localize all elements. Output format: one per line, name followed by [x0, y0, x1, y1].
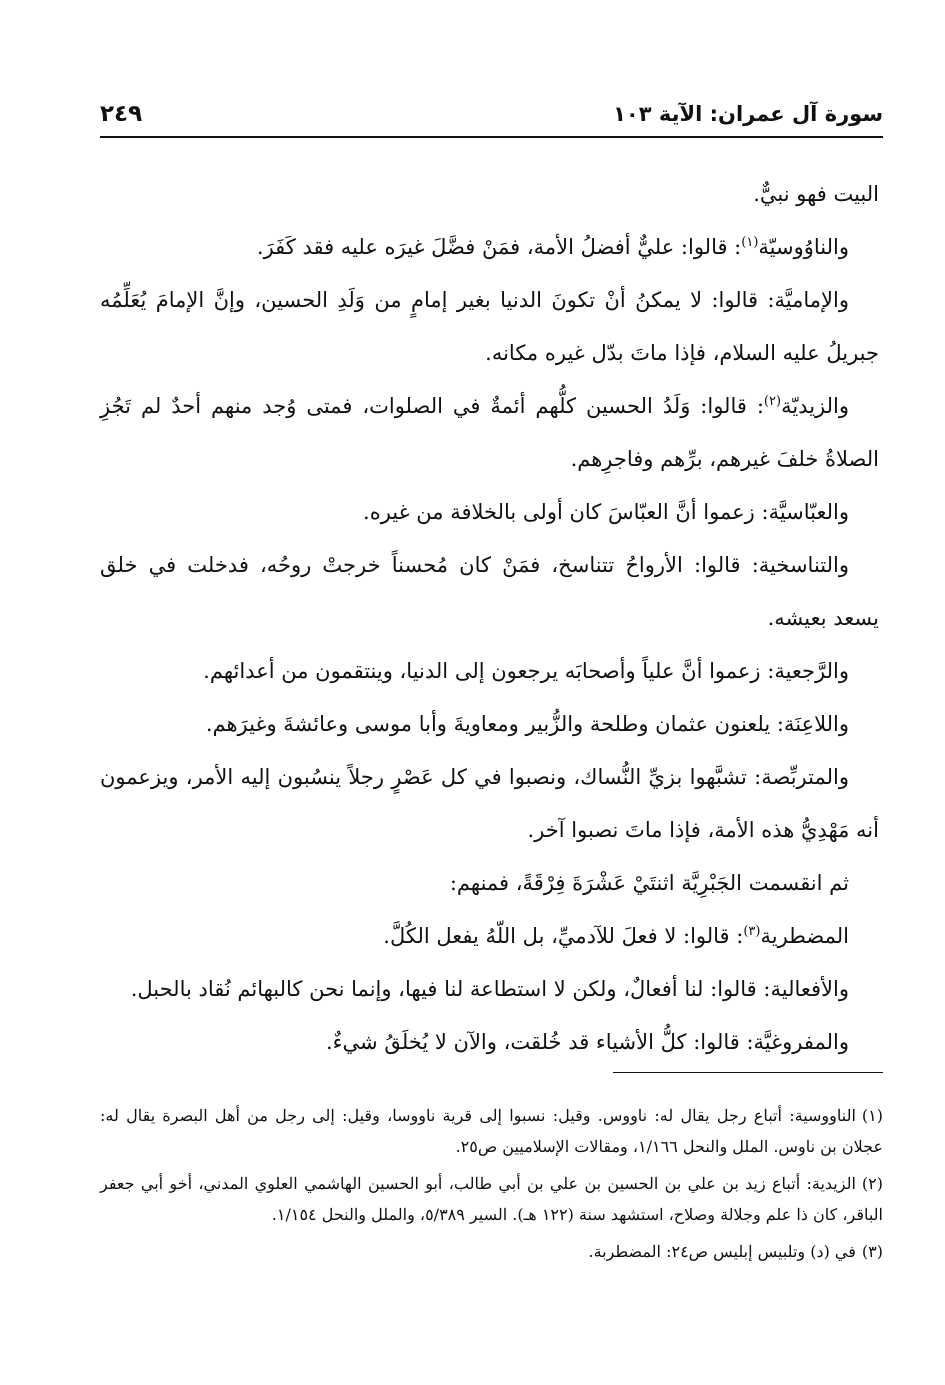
paragraph-text: : زعموا أنَّ العبّاسَ كان أولى بالخلافة من غيره.	[363, 500, 769, 524]
paragraph-text: : قالوا: عليٌّ أفضلُ الأمة، فمَنْ فضَّلَ غيرَه عليه فقد كَفَرَ.	[256, 235, 742, 259]
paragraph	[100, 221, 879, 274]
paragraph-term: والرَّجعية	[774, 659, 849, 683]
paragraph-text: : قالوا: وَلَدُ الحسين كلُّهم أئمةٌ في الصلوات، فمتى وُجد منهم أحدٌ لم تَجُزِ الصلاةُ خلفَ غيرهم، برِّهم وفاجرِهم.	[100, 394, 879, 471]
paragraph-text: : قالوا: الأرواحُ تتناسخ، فمَنْ كان مُحسناً خرجتْ روحُه، فدخلت في خلق يسعد بعيشه.	[100, 553, 879, 630]
paragraph	[100, 910, 879, 963]
main-text	[100, 168, 879, 1069]
footnote	[100, 1168, 883, 1230]
footnote-reference: (١)	[741, 235, 759, 250]
footnotes	[100, 1100, 883, 1273]
paragraph-text: : زعموا أنَّ علياً وأصحابَه يرجعون إلى الدنيا، وينتقمون من أعدائهم.	[203, 659, 775, 683]
footnote-mark: (٢)	[861, 1174, 884, 1193]
paragraph-term: والزيديّة	[781, 394, 849, 418]
paragraph	[100, 380, 879, 486]
paragraph-text: : قالوا: لا يمكنُ أنْ تكونَ الدنيا بغير إمامٍ من وَلَدِ الحسين، وإنَّ الإمامَ يُعَلِّمُه جبريلُ عليه السلام، فإذا ماتَ بدّل غيره مكانه.	[100, 288, 879, 365]
paragraph-term: المضطرية	[760, 924, 849, 948]
paragraph-term: والإماميَّة	[774, 288, 849, 312]
paragraph-text: : يلعنون عثمان وطلحة والزُّبير ومعاويةَ وأبا موسى وعائشةَ وغيرَهم.	[205, 712, 784, 736]
paragraph-text: ثم انقسمت الجَبْرِيَّة اثنتَيْ عَشْرَةَ فِرْقَةً، فمنهم:	[449, 871, 849, 895]
paragraph	[100, 168, 879, 221]
paragraph-term: واللاعِنَة	[783, 712, 849, 736]
footnote-text: في (د) وتلبيس إبليس ص٢٤: المضطربة.	[588, 1242, 856, 1261]
paragraph-term: والمتربِّصة	[761, 765, 849, 789]
paragraph-text: : تشبَّهوا بزيِّ النُّساك، ونصبوا في كل عَصْرٍ رجلاً ينسُبون إليه الأمر، ويزعمون أنه مَهْدِيُّ هذه الأمة، فإذا ماتَ نصبوا آخر.	[100, 765, 879, 842]
paragraph-term: والتناسخية	[758, 553, 849, 577]
footnote-mark: (١)	[861, 1106, 883, 1125]
paragraph-term: والناوُوسيّة	[758, 235, 849, 259]
paragraph	[100, 274, 879, 380]
paragraph-term: والمفروغيَّة	[753, 1030, 849, 1054]
footnote-reference: (٣)	[743, 924, 761, 939]
paragraph	[100, 1016, 879, 1069]
footnote-text: الناووسية: أتباع رجل يقال له: ناووس. وقيل: نسبوا إلى قرية ناووسا، وقيل: إلى رجل من أهل البصرة يقال له: عجلان بن ناوس. الملل والنحل ١/١٦٦، ومقالات الإسلاميين ص٢٥.	[100, 1106, 883, 1156]
header-title: سورة آل عمران: الآية ١٠٣	[613, 102, 883, 126]
paragraph-text: : قالوا: لنا أفعالٌ، ولكن لا استطاعة لنا فيها، وإنما نحن كالبهائم نُقاد بالحبل.	[130, 977, 771, 1001]
paragraph	[100, 857, 879, 910]
footnote	[100, 1236, 883, 1267]
paragraph	[100, 751, 879, 857]
footnote-text: الزيدية: أتباع زيد بن علي بن الحسين بن علي بن أبي طالب، أبو الحسين الهاشمي العلوي المدني، أخو أبي جعفر الباقر، كان ذا علم وجلالة وصلاح، استشهد سنة (١٢٢ هـ). السير ٥/٣٨٩، والملل والنحل ١/١٥٤.	[100, 1174, 883, 1224]
paragraph	[100, 963, 879, 1016]
paragraph-text: البيت فهو نبيٌّ.	[753, 182, 879, 206]
paragraph-text: : قالوا: كلُّ الأشياء قد خُلقت، والآن لا يُخلَقُ شيءٌ.	[326, 1030, 754, 1054]
paragraph	[100, 645, 879, 698]
paragraph	[100, 486, 879, 539]
footnote-separator	[613, 1072, 883, 1073]
running-header	[100, 92, 883, 138]
paragraph-term: والعبّاسيَّة	[768, 500, 849, 524]
footnote-reference: (٢)	[763, 394, 782, 409]
paragraph	[100, 539, 879, 645]
paragraph	[100, 698, 879, 751]
paragraph-text: : قالوا: لا فعلَ للآدميِّ، بل اللّهُ يفعل الكُلَّ.	[383, 924, 744, 948]
page-number: ٢٤٩	[100, 101, 143, 127]
footnote	[100, 1100, 883, 1162]
paragraph-term: والأفعالية	[770, 977, 849, 1001]
footnote-mark: (٣)	[861, 1242, 883, 1261]
